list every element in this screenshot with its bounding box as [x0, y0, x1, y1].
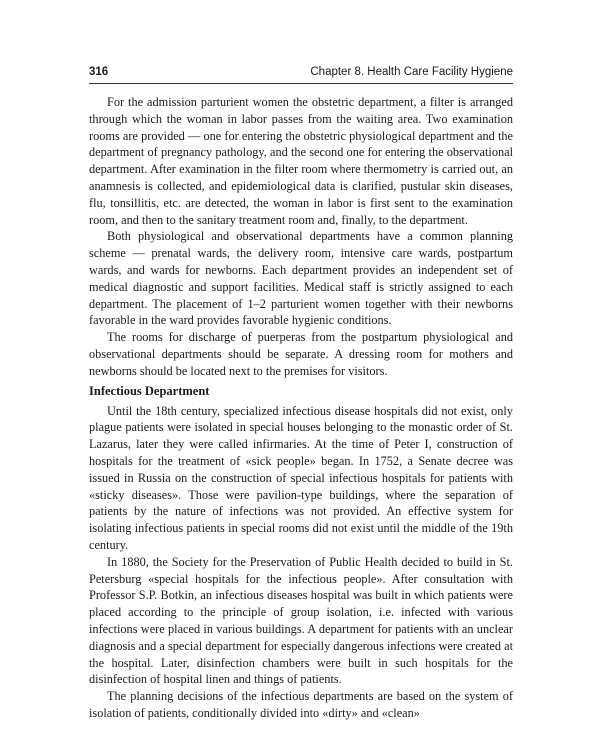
paragraph-departments: Both physiological and observational departments have a common planning scheme — prenatal wards, the delivery room, intensive care wards, postpartum wards, and wards for newborns. Each department provides an independent set of medical diagnostic and support facilities. Medical staff is strictly assigned to each department. The placement of 1–2 parturient women together with their newborns favorable in the ward provides favorable hygienic conditions. [89, 229, 513, 328]
paragraph-planning: The planning decisions of the infectious departments are based on the system of isolation of patients, conditionally divided into «dirty» and «clean» [89, 689, 513, 720]
paragraph-discharge: The rooms for discharge of puerperas from the postpartum physiological and observational departments should be separate. A dressing room for mothers and newborns should be located next to the premises for visitors. [89, 330, 513, 378]
chapter-title: Chapter 8. Health Care Facility Hygiene [310, 66, 513, 78]
body-text [89, 94, 513, 722]
paragraph-admission: For the admission parturient women the obstetric department, a filter is arranged through which the woman in labor passes from the waiting area. Two examination rooms are provided — one for entering the obstetric physiological department and the department of pregnancy pathology, and the second one for entering the observational department. After examination in the filter room where thermometry is carried out, an anamnesis is collected, and epidemiological data is clarified, pustular skin diseases, flu, tonsillitis, etc. are detected, the woman in labor is first sent to the examination room, and then to the sanitary treatment room and, finally, to the department. [89, 95, 513, 227]
section-heading: Infectious Department [89, 383, 210, 398]
page-number: 316 [89, 66, 109, 78]
header-rule [89, 83, 513, 84]
paragraph-history: Until the 18th century, specialized infectious disease hospitals did not exist, only plague patients were isolated in special houses belonging to the monastic order of St. Lazarus, later they were called infirmaries. At the time of Peter I, construction of hospitals for the treatment of «sick people» began. In 1752, a Senate decree was issued in Russia on the construction of special infectious hospitals for patients with «sticky diseases». Those were pavilion-type buildings, where the separation of patients by the nature of infections was not provided. An effective system for isolating infectious patients in special rooms did not exist until the middle of the 19th century. [89, 403, 513, 552]
running-header [89, 64, 513, 80]
paragraph-1880: In 1880, the Society for the Preservation of Public Health decided to build in St. Petersburg «special hospitals for the infectious people». After consultation with Professor S.P. Botkin, an infectious diseases hospital was built in which patients were placed according to the principle of group isolation, i.e. infected with various infections were placed in various buildings. A department for patients with an unclear diagnosis and a special department for especially dangerous infections were created at the hospital. Later, disinfection chambers were built in such hospitals for the disinfection of hospital linen and things of patients. [89, 554, 513, 687]
